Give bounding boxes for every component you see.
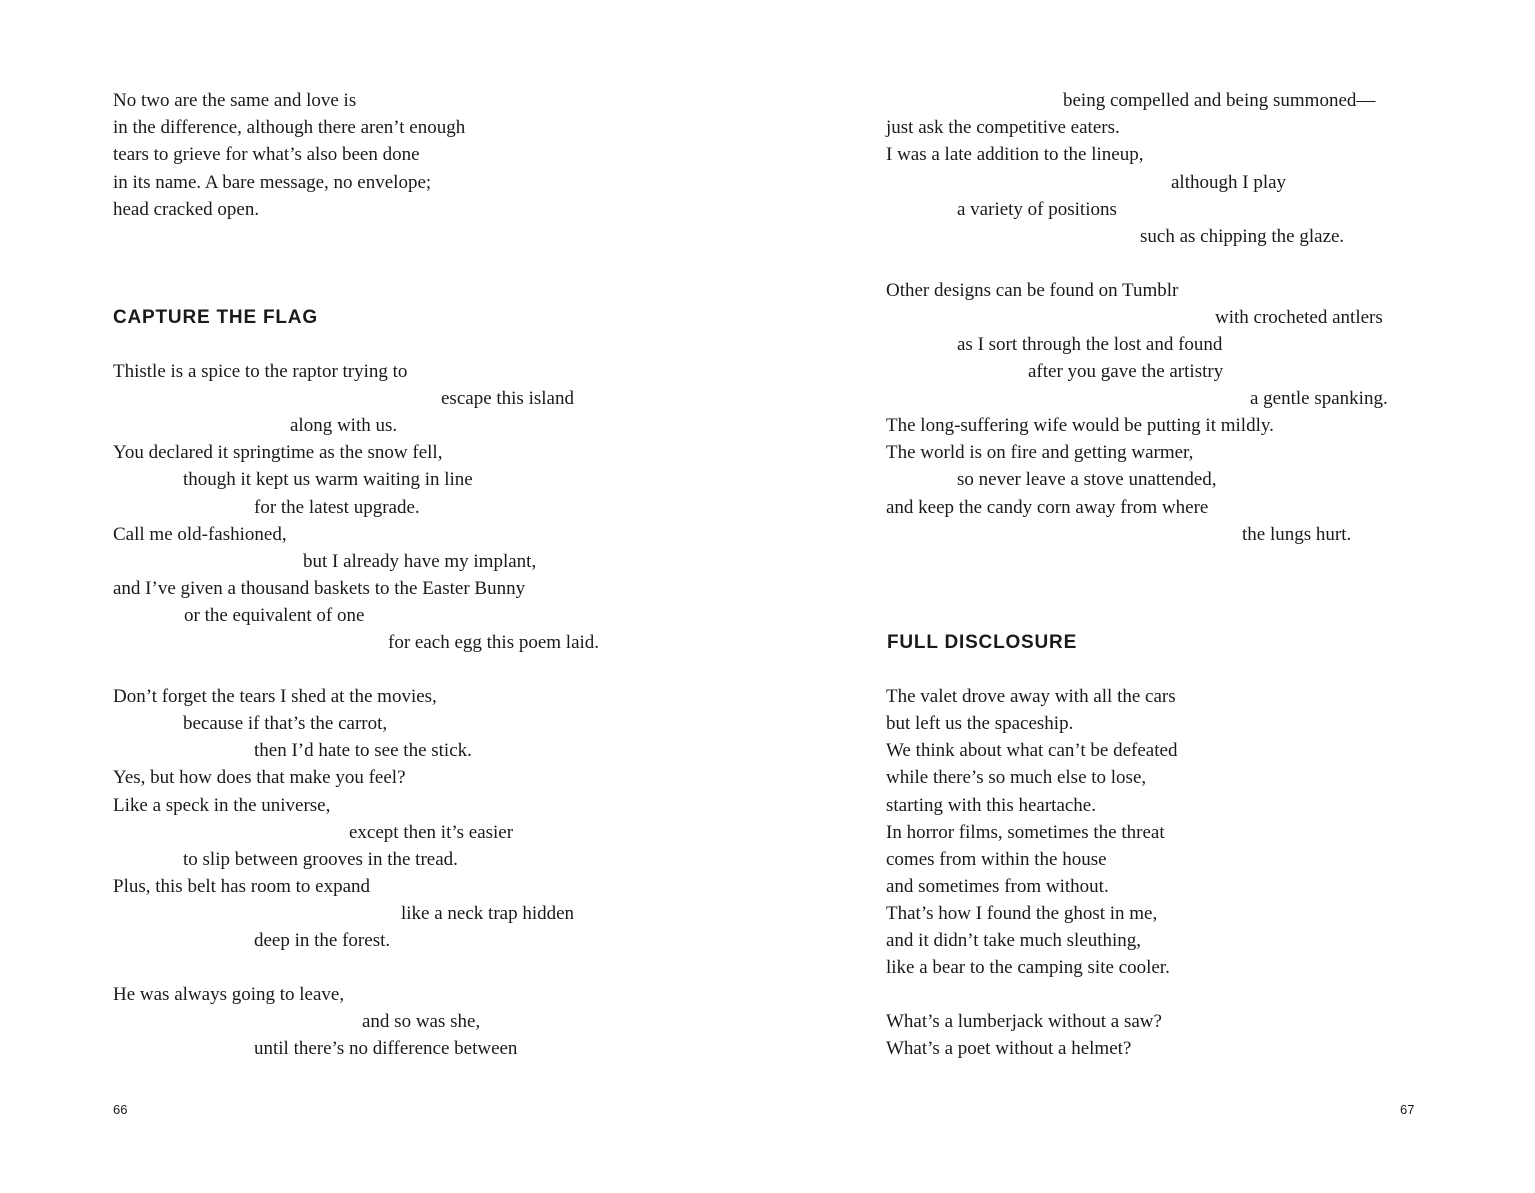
poem-line: and I’ve given a thousand baskets to the Easter Bunny	[113, 578, 526, 599]
poem-line: starting with this heartache.	[886, 795, 1096, 816]
poem-line: Like a speck in the universe,	[113, 795, 331, 816]
poem-line: in the difference, although there aren’t enough	[113, 117, 466, 138]
poem-line: or the equivalent of one	[184, 605, 365, 626]
poem-line: along with us.	[290, 415, 398, 436]
poem-line: a gentle spanking.	[1250, 388, 1388, 409]
poem-title: FULL DISCLOSURE	[887, 632, 1078, 653]
poem-line: being compelled and being summoned—	[1063, 90, 1376, 111]
poem-line: head cracked open.	[113, 199, 260, 220]
page-number: 67	[1400, 1102, 1415, 1117]
poem-line: comes from within the house	[886, 849, 1107, 870]
poem-line: though it kept us warm waiting in line	[183, 469, 473, 490]
poem-line: but left us the spaceship.	[886, 713, 1074, 734]
poem-line: The long-suffering wife would be putting it mildly.	[886, 415, 1274, 436]
poem-line: We think about what can’t be defeated	[886, 740, 1178, 761]
poem-line: Don’t forget the tears I shed at the movies,	[113, 686, 437, 707]
poem-line: Other designs can be found on Tumblr	[886, 280, 1179, 301]
poem-line: such as chipping the glaze.	[1140, 226, 1345, 247]
poem-line: while there’s so much else to lose,	[886, 767, 1147, 788]
poem-line: as I sort through the lost and found	[957, 334, 1223, 355]
poem-line: except then it’s easier	[349, 822, 514, 843]
poem-line: with crocheted antlers	[1215, 307, 1383, 328]
poem-line: and it didn’t take much sleuthing,	[886, 930, 1142, 951]
poem-line: tears to grieve for what’s also been done	[113, 144, 420, 165]
poem-line: The valet drove away with all the cars	[886, 686, 1176, 707]
poem-line: That’s how I found the ghost in me,	[886, 903, 1158, 924]
poem-line: Plus, this belt has room to expand	[113, 876, 371, 897]
poem-line: Yes, but how does that make you feel?	[113, 767, 406, 788]
poem-line: No two are the same and love is	[113, 90, 357, 111]
left-page	[0, 0, 767, 1193]
poem-line: then I’d hate to see the stick.	[254, 740, 472, 761]
poem-line: just ask the competitive eaters.	[886, 117, 1120, 138]
poem-line: for the latest upgrade.	[254, 497, 420, 518]
poem-line: a variety of positions	[957, 199, 1117, 220]
poem-line: but I already have my implant,	[303, 551, 537, 572]
poem-line: the lungs hurt.	[1242, 524, 1352, 545]
poem-line: The world is on fire and getting warmer,	[886, 442, 1194, 463]
poem-line: escape this island	[441, 388, 574, 409]
page-number: 66	[113, 1102, 128, 1117]
poem-line: Thistle is a spice to the raptor trying to	[113, 361, 408, 382]
poem-line: and so was she,	[362, 1011, 481, 1032]
poem-title: CAPTURE THE FLAG	[113, 307, 318, 328]
poem-line: You declared it springtime as the snow fell,	[113, 442, 443, 463]
poem-line: until there’s no difference between	[254, 1038, 518, 1059]
poem-line: like a neck trap hidden	[401, 903, 575, 924]
poem-line: for each egg this poem laid.	[388, 632, 600, 653]
poem-line: What’s a lumberjack without a saw?	[886, 1011, 1162, 1032]
poem-line: because if that’s the carrot,	[183, 713, 388, 734]
right-page	[767, 0, 1535, 1193]
poem-line: I was a late addition to the lineup,	[886, 144, 1144, 165]
poem-line: and keep the candy corn away from where	[886, 497, 1209, 518]
poem-line: and sometimes from without.	[886, 876, 1109, 897]
poem-line: deep in the forest.	[254, 930, 391, 951]
poem-line: in its name. A bare message, no envelope;	[113, 172, 432, 193]
poem-line: Call me old-fashioned,	[113, 524, 287, 545]
poem-line: He was always going to leave,	[113, 984, 345, 1005]
poem-line: so never leave a stove unattended,	[957, 469, 1217, 490]
poem-line: although I play	[1171, 172, 1287, 193]
poem-line: What’s a poet without a helmet?	[886, 1038, 1132, 1059]
poem-line: to slip between grooves in the tread.	[183, 849, 458, 870]
poem-line: In horror films, sometimes the threat	[886, 822, 1165, 843]
poem-line: after you gave the artistry	[1028, 361, 1224, 382]
poem-line: like a bear to the camping site cooler.	[886, 957, 1170, 978]
